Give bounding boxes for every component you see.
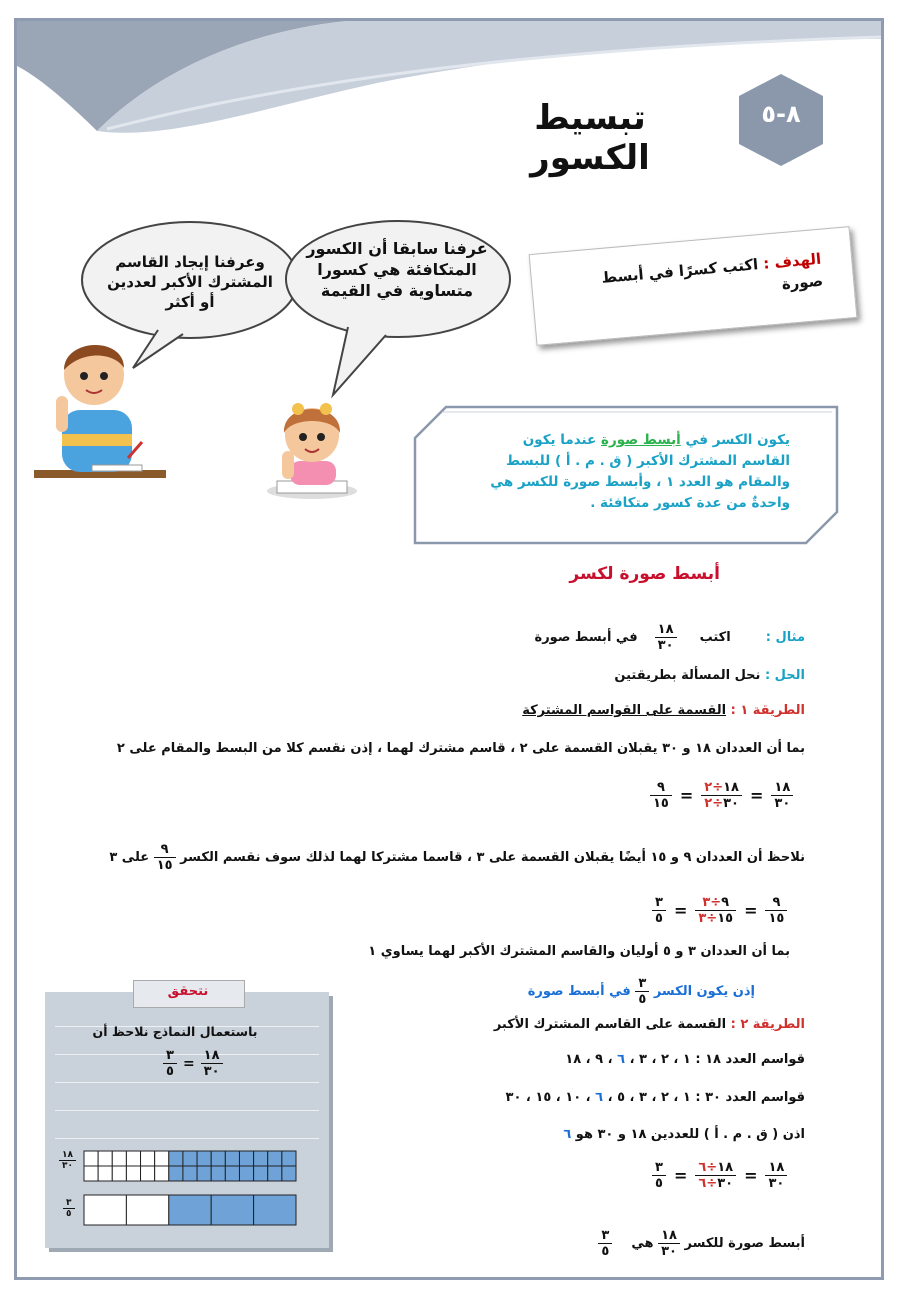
final-line: أبسط صورة للكسر $\frac{١٨}{٣٠}$ هي $\frac{٣}{٥}$ <box>598 1228 805 1259</box>
m2eq-result: $\frac{٣}{٥}$ <box>652 1160 666 1191</box>
check-text: باستعمال النماذج نلاحظ أن <box>92 1024 258 1039</box>
bar-part <box>141 1166 155 1181</box>
method1-conclusion: إذن يكون الكسر $\frac{٣}{٥}$ في أبسط صورة <box>527 976 755 1007</box>
eq2-division: $\frac{٩\div ٣}{١٥\div ٣}$ <box>695 895 736 926</box>
method1-eq1: $\frac{٩}{١٥}$ = $\frac{١٨\div ٢}{٣٠\div ٢}$ = $\frac{١٨}{٣٠}$ <box>650 780 793 811</box>
goal-text: اكتب كسرًا في أبسط صورة <box>600 255 824 294</box>
lesson-title: تبسيط الكسور <box>530 98 650 178</box>
bar-part <box>98 1151 112 1166</box>
bar-part-shaded <box>197 1151 211 1166</box>
eq2-result: $\frac{٣}{٥}$ <box>652 895 666 926</box>
bar-part <box>155 1166 169 1181</box>
method1-text2a: نلاحظ أن العددان ٩ و ١٥ أيضًا يقبلان القسمة على ٣ ، قاسما مشتركا لهما لذلك سوف نقسم الكسر <box>180 850 805 865</box>
example-suffix: في أبسط صورة <box>534 630 638 645</box>
bar-part-shaded <box>169 1151 183 1166</box>
bar-part-shaded <box>225 1166 239 1181</box>
bar-part-shaded <box>169 1195 211 1225</box>
solution-label: الحل : <box>764 668 805 683</box>
final-result: $\frac{٣}{٥}$ <box>598 1228 612 1259</box>
bar-part-shaded <box>211 1166 225 1181</box>
factors-30: قواسم العدد ٣٠ : ١ ، ٢ ، ٣ ، ٥ ، ٦ ، ١٠ ، ١٥ ، ٣٠ <box>505 1090 805 1105</box>
bar-part-shaded <box>239 1151 253 1166</box>
bar-part-shaded <box>268 1151 282 1166</box>
m2eq-original: $\frac{١٨}{٣٠}$ <box>765 1160 787 1191</box>
definition-p2: عندما يكون القاسم المشترك الأكبر ( ق . م . أ ) للبسط والمقام هو العدد ١ ، وأبسط صورة للكسر هي واحدةٌ من عدة كسور متكافئة . <box>490 432 790 511</box>
eq1-division: $\frac{١٨\div ٢}{٣٠\div ٢}$ <box>701 780 742 811</box>
bar-part <box>84 1195 126 1225</box>
method2-label: الطريقة ٢ : <box>730 1017 805 1032</box>
bar-part-shaded <box>282 1151 296 1166</box>
goal-content <box>561 248 824 314</box>
gcf-value: ٦ <box>563 1127 572 1142</box>
bar-part-shaded <box>211 1151 225 1166</box>
bar2-model <box>83 1194 297 1226</box>
bar-part <box>112 1151 126 1166</box>
solution-line <box>614 668 805 683</box>
bubble-right-text: عرفنا سابقا أن الكسور المتكافئة هي كسورا متساوية في القيمة <box>306 239 488 300</box>
bar-part-shaded <box>254 1166 268 1181</box>
goal-label: الهدف : <box>762 249 822 273</box>
method1-text1: بما أن العددان ١٨ و ٣٠ يقبلان القسمة على ٢ ، قاسم مشترك لهما ، إذن نقسم كلا من البسط والمقام على ٢ <box>116 741 805 756</box>
gcf-line: اذن ( ق . م . أ ) للعددين ١٨ و ٣٠ هو ٦ <box>563 1127 805 1142</box>
bar-part-shaded <box>282 1166 296 1181</box>
bar-part-shaded <box>254 1195 296 1225</box>
bar-part <box>126 1151 140 1166</box>
bar-part-shaded <box>254 1151 268 1166</box>
eq2-original: $\frac{٩}{١٥}$ <box>765 895 787 926</box>
method1-text2b: على ٣ <box>109 850 150 865</box>
eq1-original: $\frac{١٨}{٣٠}$ <box>771 780 793 811</box>
bar-part-shaded <box>183 1166 197 1181</box>
boy-illustration <box>32 330 172 485</box>
method1-text2 <box>109 842 805 873</box>
example-line <box>535 622 805 653</box>
method1-text3: بما أن العددان ٣ و ٥ أوليان والقاسم المشترك الأكبر لهما يساوي ١ <box>368 944 790 959</box>
conclusion-fraction: $\frac{٣}{٥}$ <box>635 976 649 1007</box>
method1-heading <box>522 703 805 718</box>
bar-part <box>84 1151 98 1166</box>
bar1-model <box>83 1150 297 1182</box>
example-label: مثال : <box>765 630 805 645</box>
method2-eq: $\frac{٣}{٥}$ = $\frac{١٨\div ٦}{٣٠\div ٦}$ = $\frac{١٨}{٣٠}$ <box>652 1160 787 1191</box>
bar-part <box>126 1195 168 1225</box>
method1-title: القسمة على القواسم المشتركة <box>522 703 727 718</box>
eq1-result: $\frac{٩}{١٥}$ <box>650 780 672 811</box>
definition-p1: يكون الكسر في <box>680 432 790 448</box>
girl-illustration <box>262 395 362 505</box>
m2eq-division: $\frac{١٨\div ٦}{٣٠\div ٦}$ <box>695 1160 736 1191</box>
final-fraction: $\frac{١٨}{٣٠}$ <box>658 1228 680 1259</box>
text2-fraction: $\frac{٩}{١٥}$ <box>154 842 176 873</box>
bubble-left-text: وعرفنا إيجاد القاسم المشترك الأكبر لعددين أو أكثر <box>107 253 273 311</box>
check-eq: $\frac{٣}{٥}$ = $\frac{١٨}{٣٠}$ <box>163 1048 223 1079</box>
bar-part-shaded <box>268 1166 282 1181</box>
method2-title: القسمة على القاسم المشترك الأكبر <box>493 1017 727 1032</box>
bar2-label: $\frac{٣}{٥}$ <box>63 1198 75 1219</box>
method2-heading <box>494 1017 805 1032</box>
solution-text: نحل المسألة بطريقتين <box>614 668 761 683</box>
bar-part <box>126 1166 140 1181</box>
bar-part-shaded <box>239 1166 253 1181</box>
example-fraction: $\frac{١٨}{٣٠}$ <box>655 622 677 653</box>
check-panel <box>45 984 329 1248</box>
bar-part-shaded <box>169 1166 183 1181</box>
bar-part-shaded <box>211 1195 253 1225</box>
bar-part-shaded <box>197 1166 211 1181</box>
bar-part-shaded <box>225 1151 239 1166</box>
bar-part-shaded <box>183 1151 197 1166</box>
bar-part <box>112 1166 126 1181</box>
bar-part <box>84 1166 98 1181</box>
definition-text <box>490 430 790 514</box>
definition-term: أبسط صورة <box>600 432 681 448</box>
example-write: اكتب <box>699 630 731 645</box>
check-tab-label: نتحقق <box>167 984 209 999</box>
bar-part <box>155 1151 169 1166</box>
section-title: أبسط صورة لكسر <box>569 564 720 584</box>
lesson-number: ٨-٥ <box>761 100 801 128</box>
method1-eq2: $\frac{٣}{٥}$ = $\frac{٩\div ٣}{١٥\div ٣}$ = $\frac{٩}{١٥}$ <box>652 895 787 926</box>
bar1-label: $\frac{١٨}{٣٠}$ <box>59 1150 76 1171</box>
method1-label: الطريقة ١ : <box>730 703 805 718</box>
bar-part <box>98 1166 112 1181</box>
factors-18: قواسم العدد ١٨ : ١ ، ٢ ، ٣ ، ٦ ، ٩ ، ١٨ <box>565 1052 805 1067</box>
bar-part <box>141 1151 155 1166</box>
